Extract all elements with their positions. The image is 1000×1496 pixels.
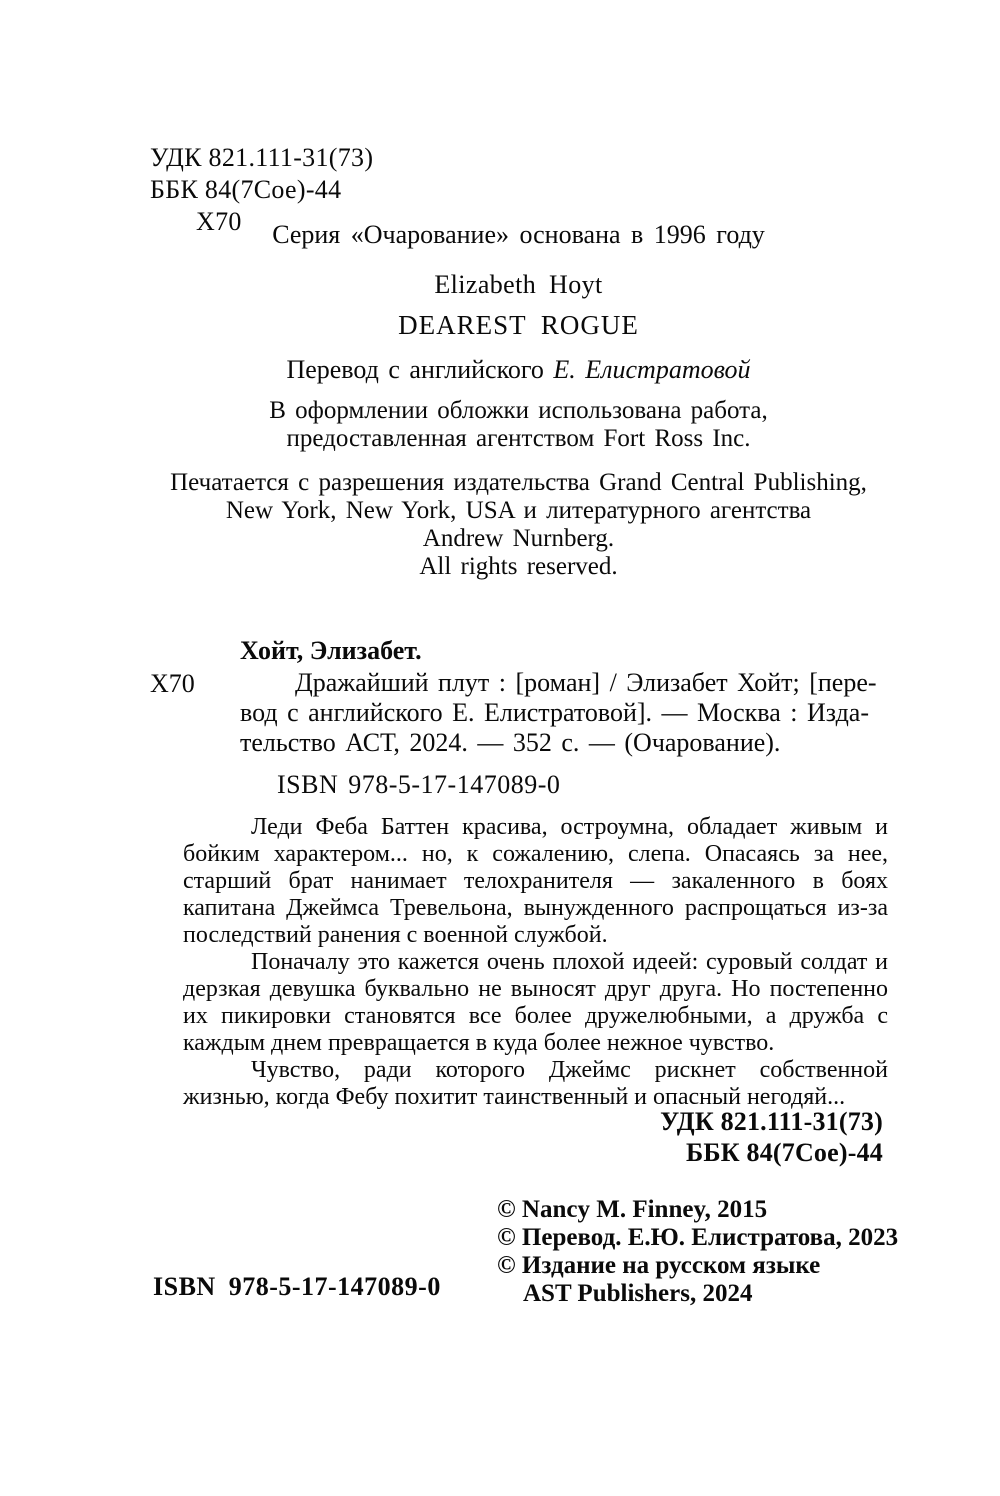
catalog-author-sign: Х70: [150, 669, 195, 698]
copyright-line: © Nancy M. Finney, 2015: [497, 1196, 768, 1223]
annotation-block: [183, 814, 888, 1111]
rights-line: Andrew Nurnberg.: [422, 525, 615, 552]
catalog-isbn: ISBN 978-5-17-147089-0: [277, 770, 561, 799]
cover-credit-line: предоставленная агентством Fort Ross Inc.: [286, 425, 751, 452]
udk-code-top: УДК 821.111-31(73): [150, 143, 374, 172]
catalog-card-heading: Хойт, Элизабет.: [240, 636, 422, 665]
annotation-paragraph: Поначалу это кажется очень плохой идеей: суровый солдат и дерзкая девушка буквально не выносят друг друга. Но постепенно их пикировки становятся все более дружелюбными, а дружба с каждым днем превращается в куда более нежное чувство.: [183, 949, 888, 1056]
bbk-code-top: ББК 84(7Сое)-44: [150, 175, 342, 204]
rights-line: New York, New York, USA и литературного агентства: [225, 497, 812, 524]
annotation-paragraph: Леди Феба Баттен красива, остроумна, обладает живым и бойким характером... но, к сожалению, слепа. Опасаясь за нее, старший брат нанимает телохранителя — закаленного в боях капитана Джеймса Тревельона, вынужденного распрощаться из-за последствий ранения с военной службой.: [183, 814, 888, 948]
rights-line: Печатается с разрешения издательства Grand Central Publishing,: [170, 469, 867, 496]
rights-block: [150, 469, 887, 581]
translator-name: Е. Елистратовой: [553, 355, 751, 384]
copyright-line: © Перевод. Е.Ю. Елистратова, 2023: [497, 1224, 899, 1251]
translation-prefix: Перевод с английского: [286, 355, 544, 384]
cover-credit-line: В оформлении обложки использована работа,: [269, 397, 768, 424]
original-title: DEAREST ROGUE: [398, 310, 639, 340]
rights-line: All rights reserved.: [419, 553, 618, 580]
copyright-block: [497, 1196, 898, 1308]
udk-code-bottom: УДК 821.111-31(73): [660, 1107, 883, 1136]
annotation-paragraph: Чувство, ради которого Джеймс рискнет собственной жизнью, когда Фебу похитит таинственный и опасный негодяй...: [183, 1057, 888, 1110]
catalog-entry-line: вод с английского Е. Елистратовой]. — Москва : Изда-: [240, 698, 870, 727]
catalog-entry-line: тельство АСТ, 2024. — 352 с. — (Очарование).: [240, 728, 781, 757]
copyright-line: © Издание на русском языке: [497, 1252, 821, 1279]
footer-isbn: ISBN 978-5-17-147089-0: [153, 1272, 441, 1301]
bbk-code-bottom: ББК 84(7Сое)-44: [685, 1138, 883, 1167]
catalog-entry: [240, 668, 890, 758]
translation-credit: [150, 355, 887, 385]
cover-credit-block: [150, 397, 887, 453]
footer-codes-block: [150, 1106, 883, 1168]
original-author: Elizabeth Hoyt: [434, 270, 603, 299]
catalog-entry-line: Дражайший плут : [роман] / Элизабет Хойт; [пере-: [295, 668, 877, 697]
series-note: Серия «Очарование» основана в 1996 году: [272, 220, 765, 249]
copyright-line: AST Publishers, 2024: [523, 1280, 753, 1307]
author-sign-top: Х70: [196, 207, 242, 236]
